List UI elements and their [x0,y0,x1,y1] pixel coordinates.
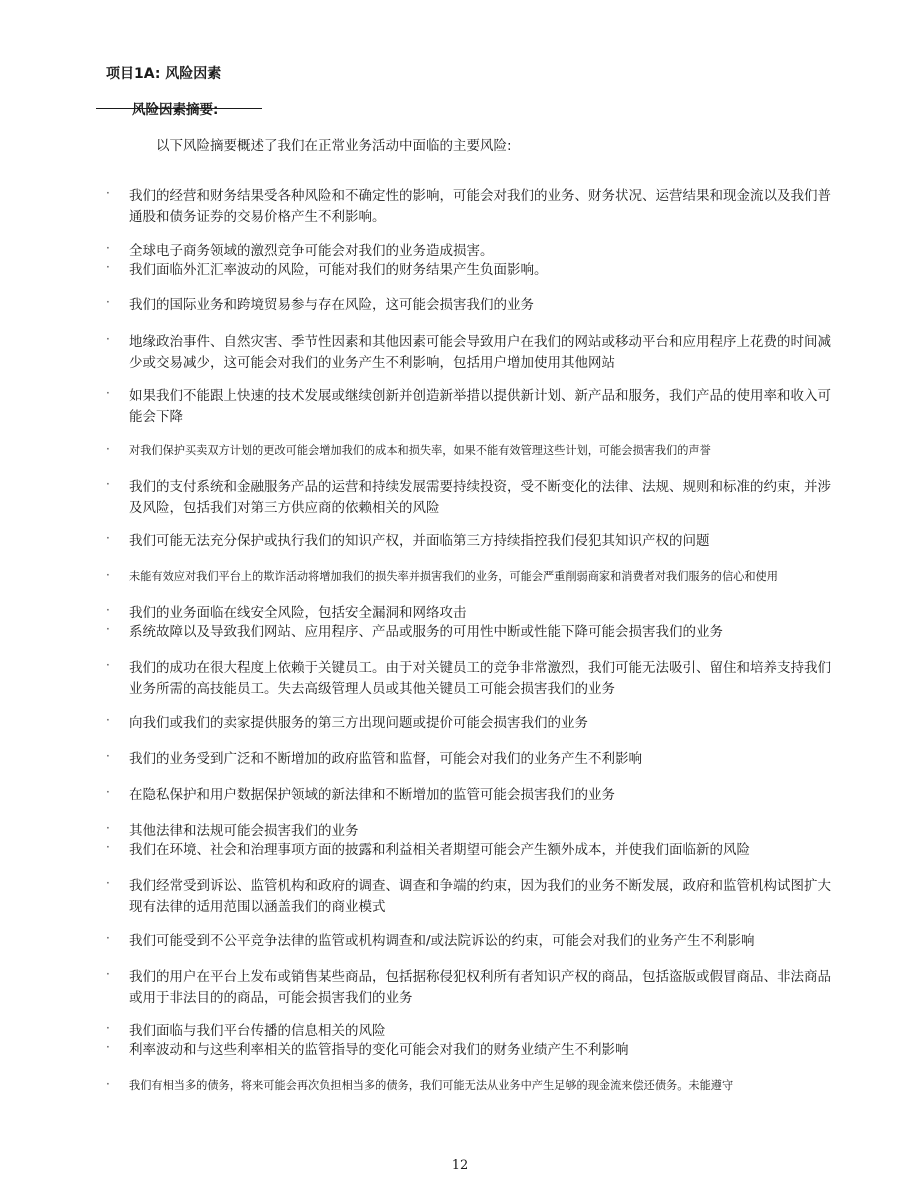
bullet-marker: · [106,840,110,854]
bullet-marker: · [106,477,110,491]
list-item-text: 我们的经营和财务结果受各种风险和不确定性的影响，可能会对我们的业务、财务状况、运营结果和现金流以及我们普通股和债务证券的交易价格产生不利影响。 [129,188,831,225]
bullet-marker: · [106,658,110,672]
list-item-text: 如果我们不能跟上快速的技术发展或继续创新并创造新举措以提供新计划、新产品和服务，我们产品的使用率和收入可能会下降 [129,388,831,425]
section-subheading: 风险因素摘要: [132,102,219,118]
list-item-text: 我们可能无法充分保护或执行我们的知识产权，并面临第三方持续指控我们侵犯其知识产权的问题 [129,533,710,549]
bullet-marker: · [106,931,110,945]
section-heading: 项目1A: 风险因素 [106,66,222,82]
bullet-marker: · [106,1021,110,1035]
bullet-marker: · [106,1077,110,1091]
list-item-text: 我们可能受到不公平竞争法律的监管或机构调查和/或法院诉讼的约束，可能会对我们的业务产生不利影响 [129,933,755,949]
bullet-marker: · [106,531,110,545]
bullet-marker: · [106,749,110,763]
list-item-text: 我们的业务面临在线安全风险，包括安全漏洞和网络攻击 [129,605,467,621]
bullet-marker: · [106,241,110,255]
bullet-marker: · [106,386,110,400]
bullet-marker: · [106,785,110,799]
list-item-text: 我们面临外汇汇率波动的风险，可能对我们的财务结果产生负面影响。 [129,262,548,278]
bullet-marker: · [106,442,110,456]
list-item-text: 系统故障以及导致我们网站、应用程序、产品或服务的可用性中断或性能下降可能会损害我们的业务 [129,624,723,640]
bullet-marker: · [106,186,110,200]
bullet-marker: · [106,568,110,582]
bullet-marker: · [106,967,110,981]
bullet-marker: · [106,260,110,274]
list-item-text: 我们经常受到诉讼、监管机构和政府的调查、调查和争端的约束，因为我们的业务不断发展，政府和监管机构试图扩大现有法律的适用范围以涵盖我们的商业模式 [129,878,831,915]
list-item-text: 向我们或我们的卖家提供服务的第三方出现问题或提价可能会损害我们的业务 [129,715,588,731]
list-item-text: 其他法律和法规可能会损害我们的业务 [129,823,359,839]
list-item-text: 利率波动和与这些利率相关的监管指导的变化可能会对我们的财务业绩产生不利影响 [129,1042,629,1058]
list-item-text: 地缘政治事件、自然灾害、季节性因素和其他因素可能会导致用户在我们的网站或移动平台和应用程序上花费的时间减少或交易减少，这可能会对我们的业务产生不利影响，包括用户增加使用其他网站 [129,334,831,371]
list-item-text: 我们的国际业务和跨境贸易参与存在风险，这可能会损害我们的业务 [129,297,534,313]
list-item-text: 对我们保护买卖双方计划的更改可能会增加我们的成本和损失率，如果不能有效管理这些计划，可能会损害我们的声誉 [129,444,711,457]
bullet-marker: · [106,295,110,309]
list-item-text: 在隐私保护和用户数据保护领域的新法律和不断增加的监管可能会损害我们的业务 [129,787,615,803]
bullet-marker: · [106,622,110,636]
bullet-marker: · [106,821,110,835]
list-item-text: 我们的支付系统和金融服务产品的运营和持续发展需要持续投资，受不断变化的法律、法规、规则和标准的约束，并涉及风险，包括我们对第三方供应商的依赖相关的风险 [129,479,831,516]
bullet-marker: · [106,603,110,617]
list-item-text: 全球电子商务领域的激烈竞争可能会对我们的业务造成损害。 [129,243,494,259]
list-item-text: 未能有效应对我们平台上的欺诈活动将增加我们的损失率并损害我们的业务，可能会严重削弱商家和消费者对我们服务的信心和使用 [129,570,778,583]
list-item-text: 我们的业务受到广泛和不断增加的政府监管和监督，可能会对我们的业务产生不利影响 [129,751,642,767]
intro-paragraph: 以下风险摘要概述了我们在正常业务活动中面临的主要风险: [156,138,512,154]
bullet-marker: · [106,1040,110,1054]
list-item-text: 我们面临与我们平台传播的信息相关的风险 [129,1023,386,1039]
list-item-text: 我们在环境、社会和治理事项方面的披露和利益相关者期望可能会产生额外成本，并使我们面临新的风险 [129,842,750,858]
list-item-text: 我们的用户在平台上发布或销售某些商品，包括据称侵犯权利所有者知识产权的商品，包括盗版或假冒商品、非法商品或用于非法目的的商品，可能会损害我们的业务 [129,969,831,1006]
page-number: 12 [451,1158,469,1173]
list-item-text: 我们的成功在很大程度上依赖于关键员工。由于对关键员工的竞争非常激烈，我们可能无法吸引、留住和培养支持我们业务所需的高技能员工。失去高级管理人员或其他关键员工可能会损害我们的业务 [129,660,831,697]
bullet-marker: · [106,713,110,727]
bullet-marker: · [106,332,110,346]
bullet-marker: · [106,876,110,890]
list-item-text: 我们有相当多的债务，将来可能会再次负担相当多的债务，我们可能无法从业务中产生足够的现金流来偿还债务。未能遵守 [129,1079,734,1092]
